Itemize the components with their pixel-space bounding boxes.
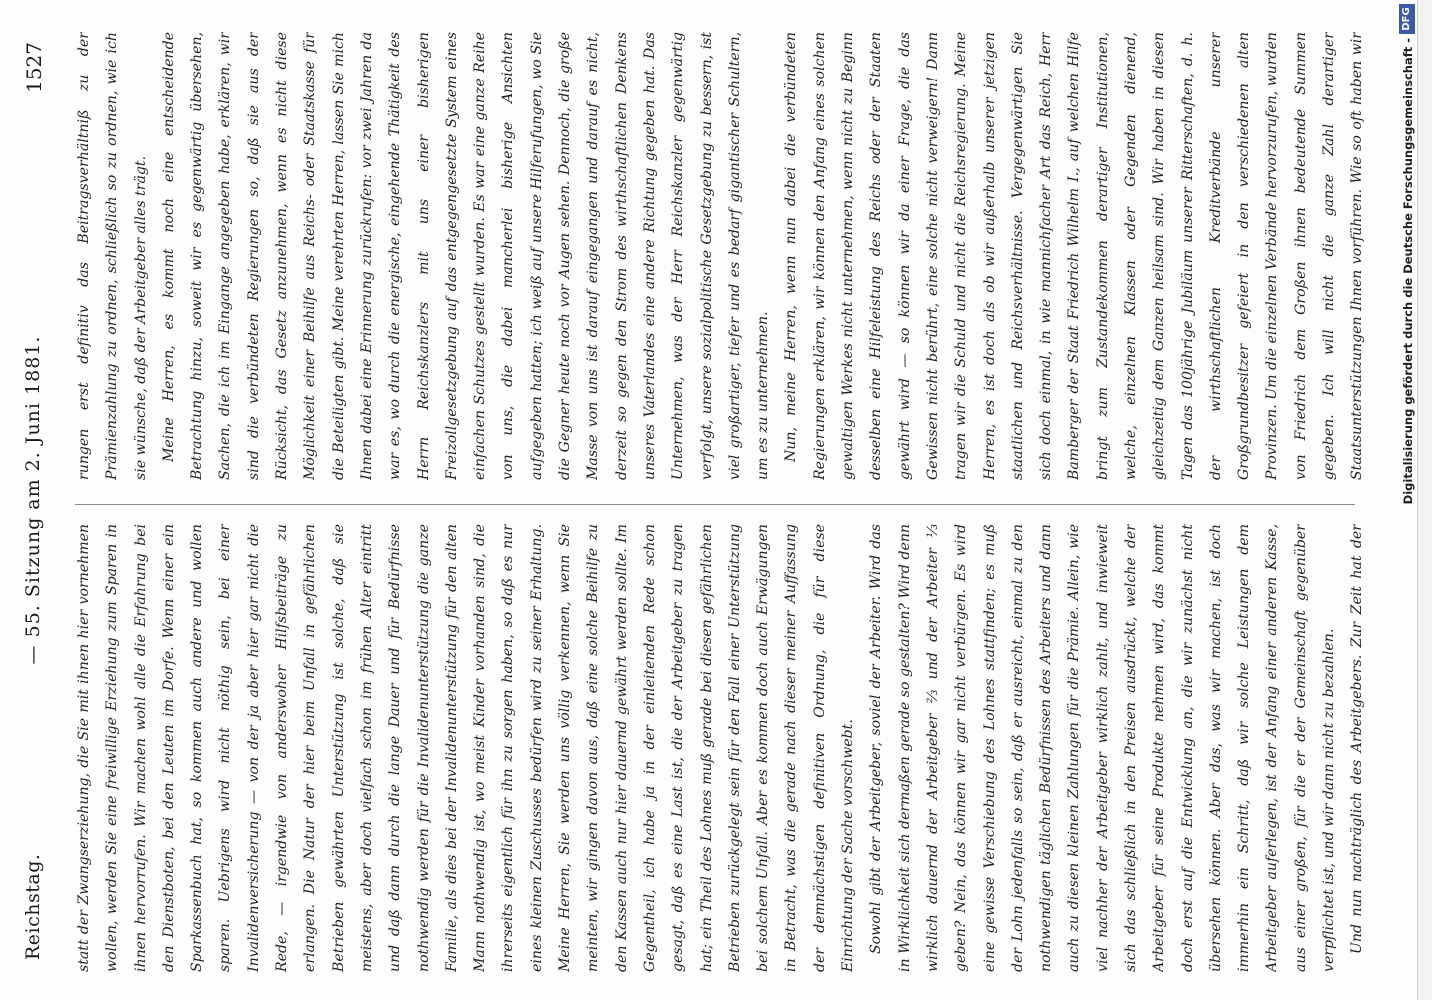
digitization-credit <box>1395 0 1425 1000</box>
paragraph: Sowohl gibt der Arbeitgeber, soviel der Arbeiter. Wird das in Wirklichkeit sich dermaßen gerade so gestalten? Wird denn wirklich dauernd der Arbeitgeber ⅔ und der Arbeiter ⅓ geben? Nein, das können wir gar nicht verbürgen. Es wird eine gewisse Verschiebung des Lohnes stattfinden; es muß der Lohn jedenfalls so sein, daß er ausreicht, einmal zu den nothwendigen täglichen Bedürfnissen des Arbeiters und dann auch zu diesen kleinen Zahlungen für die Prämie. Allein, wie viel nachher der Arbeitgeber wirklich zahlt, und inwieweit sich das schließlich in den Preisen ausdrückt, welche der Arbeitgeber für seine Produkte nehmen wird, das kommt doch erst auf die Entwicklung an, die wir zunächst nicht übersehen können. Aber das, was wir machen, ist doch immerhin ein Schritt, daß wir solche Leistungen dem Arbeitgeber auferlegen, ist der Anfang einer anderen Kasse, aus einer großen, für die er der Gemeinschaft gegenüber verpflichtet ist, und wir dann nicht zu bezahlen. <box>868 524 1338 972</box>
paragraph: rungen erst definitiv das Beitragsverhältniß zu der Prämienzahlung zu ordnen, schließlich so zu ordnen, wie ich sie wünsche, daß der Arbeitgeber alles trägt. <box>76 32 149 480</box>
text-column-right <box>70 32 1370 480</box>
paragraph: Meine Herren, es kommt noch eine entscheidende Betrachtung hinzu, soweit wir es gegenwärtig übersehen, Sachen, die ich im Eingange angegeben habe, erklären, wir sind die verbündeten Regierungen so, daß sie aus der Rücksicht, das Gesetz anzunehmen, wenn es nicht diese Möglichkeit einer Beihilfe aus Reichs- oder Staatskasse für die Beteiligten gibt. Meine verehrten Herren, lassen Sie mich Ihnen dabei eine Erinnerung zurückrufen: vor zwei Jahren da war es, wo durch die energische, eingehende Thätigkeit des Herrn Reichskanzlers mit uns einer bisherigen Freizollgesetzgebung auf das entgegengesetzte System eines einfachen Schutzes gestellt wurden. Es war eine ganze Reihe von uns, die dabei mancherlei bisherige Ansichten aufgegeben hatten; ich weiß auf unsere Hilferufungen, wo Sie die Gegner heute noch vor Augen sehen. Dennoch, die große Masse von uns ist darauf eingegangen und darauf es nicht, derzeit so gegen den Strom des wirthschaftlichen Denkens unseres Vaterlandes eine andere Richtung gegeben hat. Das Unternehmen, was der Herr Reichskanzler gegenwärtig verfolgt, unsere sozialpolitische Gesetzgebung zu bessern, ist viel großartiger, tiefer und es bedarf gigantischer Schultern, um es zu unternehmen. <box>160 32 772 480</box>
paragraph: statt der Zwangserziehung, die Sie mit ihnen hier vornehmen wollen, werden Sie eine freiwillige Erziehung zum Sparen in ihnen hervorrufen. Wir machen wohl alle die Erfahrung bei den Dienstboten, bei den Leuten im Dorfe. Wenn einer ein Sparkassenbuch hat, so kommen auch andere und wollen sparen. Uebrigens wird nicht nöthig sein, bei einer Invalidenversicherung — von der ja aber hier gar nicht die Rede, — irgendwie von anderswoher Hilfsbeiträge zu erlangen. Die Natur der hier beim Unfall in gefährlichen Betrieben gewährten Unterstützung ist solche, daß sie meistens, aber doch vielfach schon im frühen Alter eintritt und daß dann durch die lange Dauer und für Bedürfnisse nothwendig werden für die Invalidenunterstützung die ganze Familie, als dies bei der Invalidenunterstützung für den alten Mann nothwendig ist, wo meist Kinder vorhanden sind, die ihrerseits eigentlich für ihn zu sorgen haben, so daß es nur eines kleinen Zuschusses bedürfen wird zu seiner Erhaltung. Meine Herren, Sie werden uns völlig verkennen, wenn Sie meinten, wir gingen davon aus, daß eine solche Beihilfe zu den Kassen auch nur hier dauernd gewährt werden sollte. Im Gegentheil, ich habe ja in der einleitenden Rede schon gesagt, daß es eine Last ist, die der Arbeitgeber zu tragen hat; ein Theil des Lohnes muß gerade bei diesen gefährlichen Betrieben zurückgelegt sein für den Fall einer Unterstützung bei solchem Unfall. Aber es kommen doch auch Erwägungen in Betracht, was die gerade nach dieser meiner Auffassung der demnächstigen definitiven Ordnung, die für diese Einrichtung der Sache vorschwebt. <box>76 524 857 972</box>
dfg-logo-icon: DFG <box>1399 4 1415 34</box>
paragraph: Nun, meine Herren, wenn nun dabei die verbündeten Regierungen erklären, wir können den Anfang eines solchen gewaltigen Werkes nicht unternehmen, wenn nicht zu Beginn desselben eine Hilfeleistung des Reichs oder der Staaten gewährt wird — so können wir da einer Frage, die das Gewissen nicht berührt, eine solche nicht verweigern! Dann tragen wir die Schuld und nicht die Reichsregierung. Meine Herren, es ist doch als ob wir außerhalb unserer jetzigen staatlichen und Reichsverhältnisse. Vergegenwärtigen Sie sich doch einmal, in wie mannichfacher Art das Reich, Herr Bamberger der Staat Friedrich Wilhelm I., auf welchen Hilfe bringt zum Zustandekommen derartiger Institutionen, welche, einzelnen Klassen oder Gegenden dienend, gleichzeitig dem Ganzen heilsam sind. Wir haben in diesen Tagen das 100jährige Jubiläum unserer Ritterschaften, d. h. der wirthschaftlichen Kreditverbände unserer Großgrundbesitzer gefeiert in den verschiedenen alten Provinzen. Um die einzelnen Verbände hervorzurufen, wurden von Friedrich dem Großen ihnen bedeutende Summen gegeben. Ich will nicht die ganze Zahl derartiger Staatsunterstützungen Ihnen vorführen. Wie so oft haben wir <box>783 32 1366 480</box>
credit-text: Digitalisierung gefördert durch die Deutsche Forschungsgemeinschaft - <box>1401 38 1415 505</box>
text-column-left <box>70 524 1370 972</box>
paragraph: Und nun nachträglich des Arbeitgebers. Zur Zeit hat der <box>1349 524 1366 954</box>
header-publication: Reichstag. <box>22 853 44 960</box>
page-number: 1527 <box>22 42 46 93</box>
column-divider <box>75 504 1355 505</box>
header-session: — 55. Sitzung am 2. Juni 1881. <box>22 335 44 665</box>
running-header <box>22 0 62 1000</box>
